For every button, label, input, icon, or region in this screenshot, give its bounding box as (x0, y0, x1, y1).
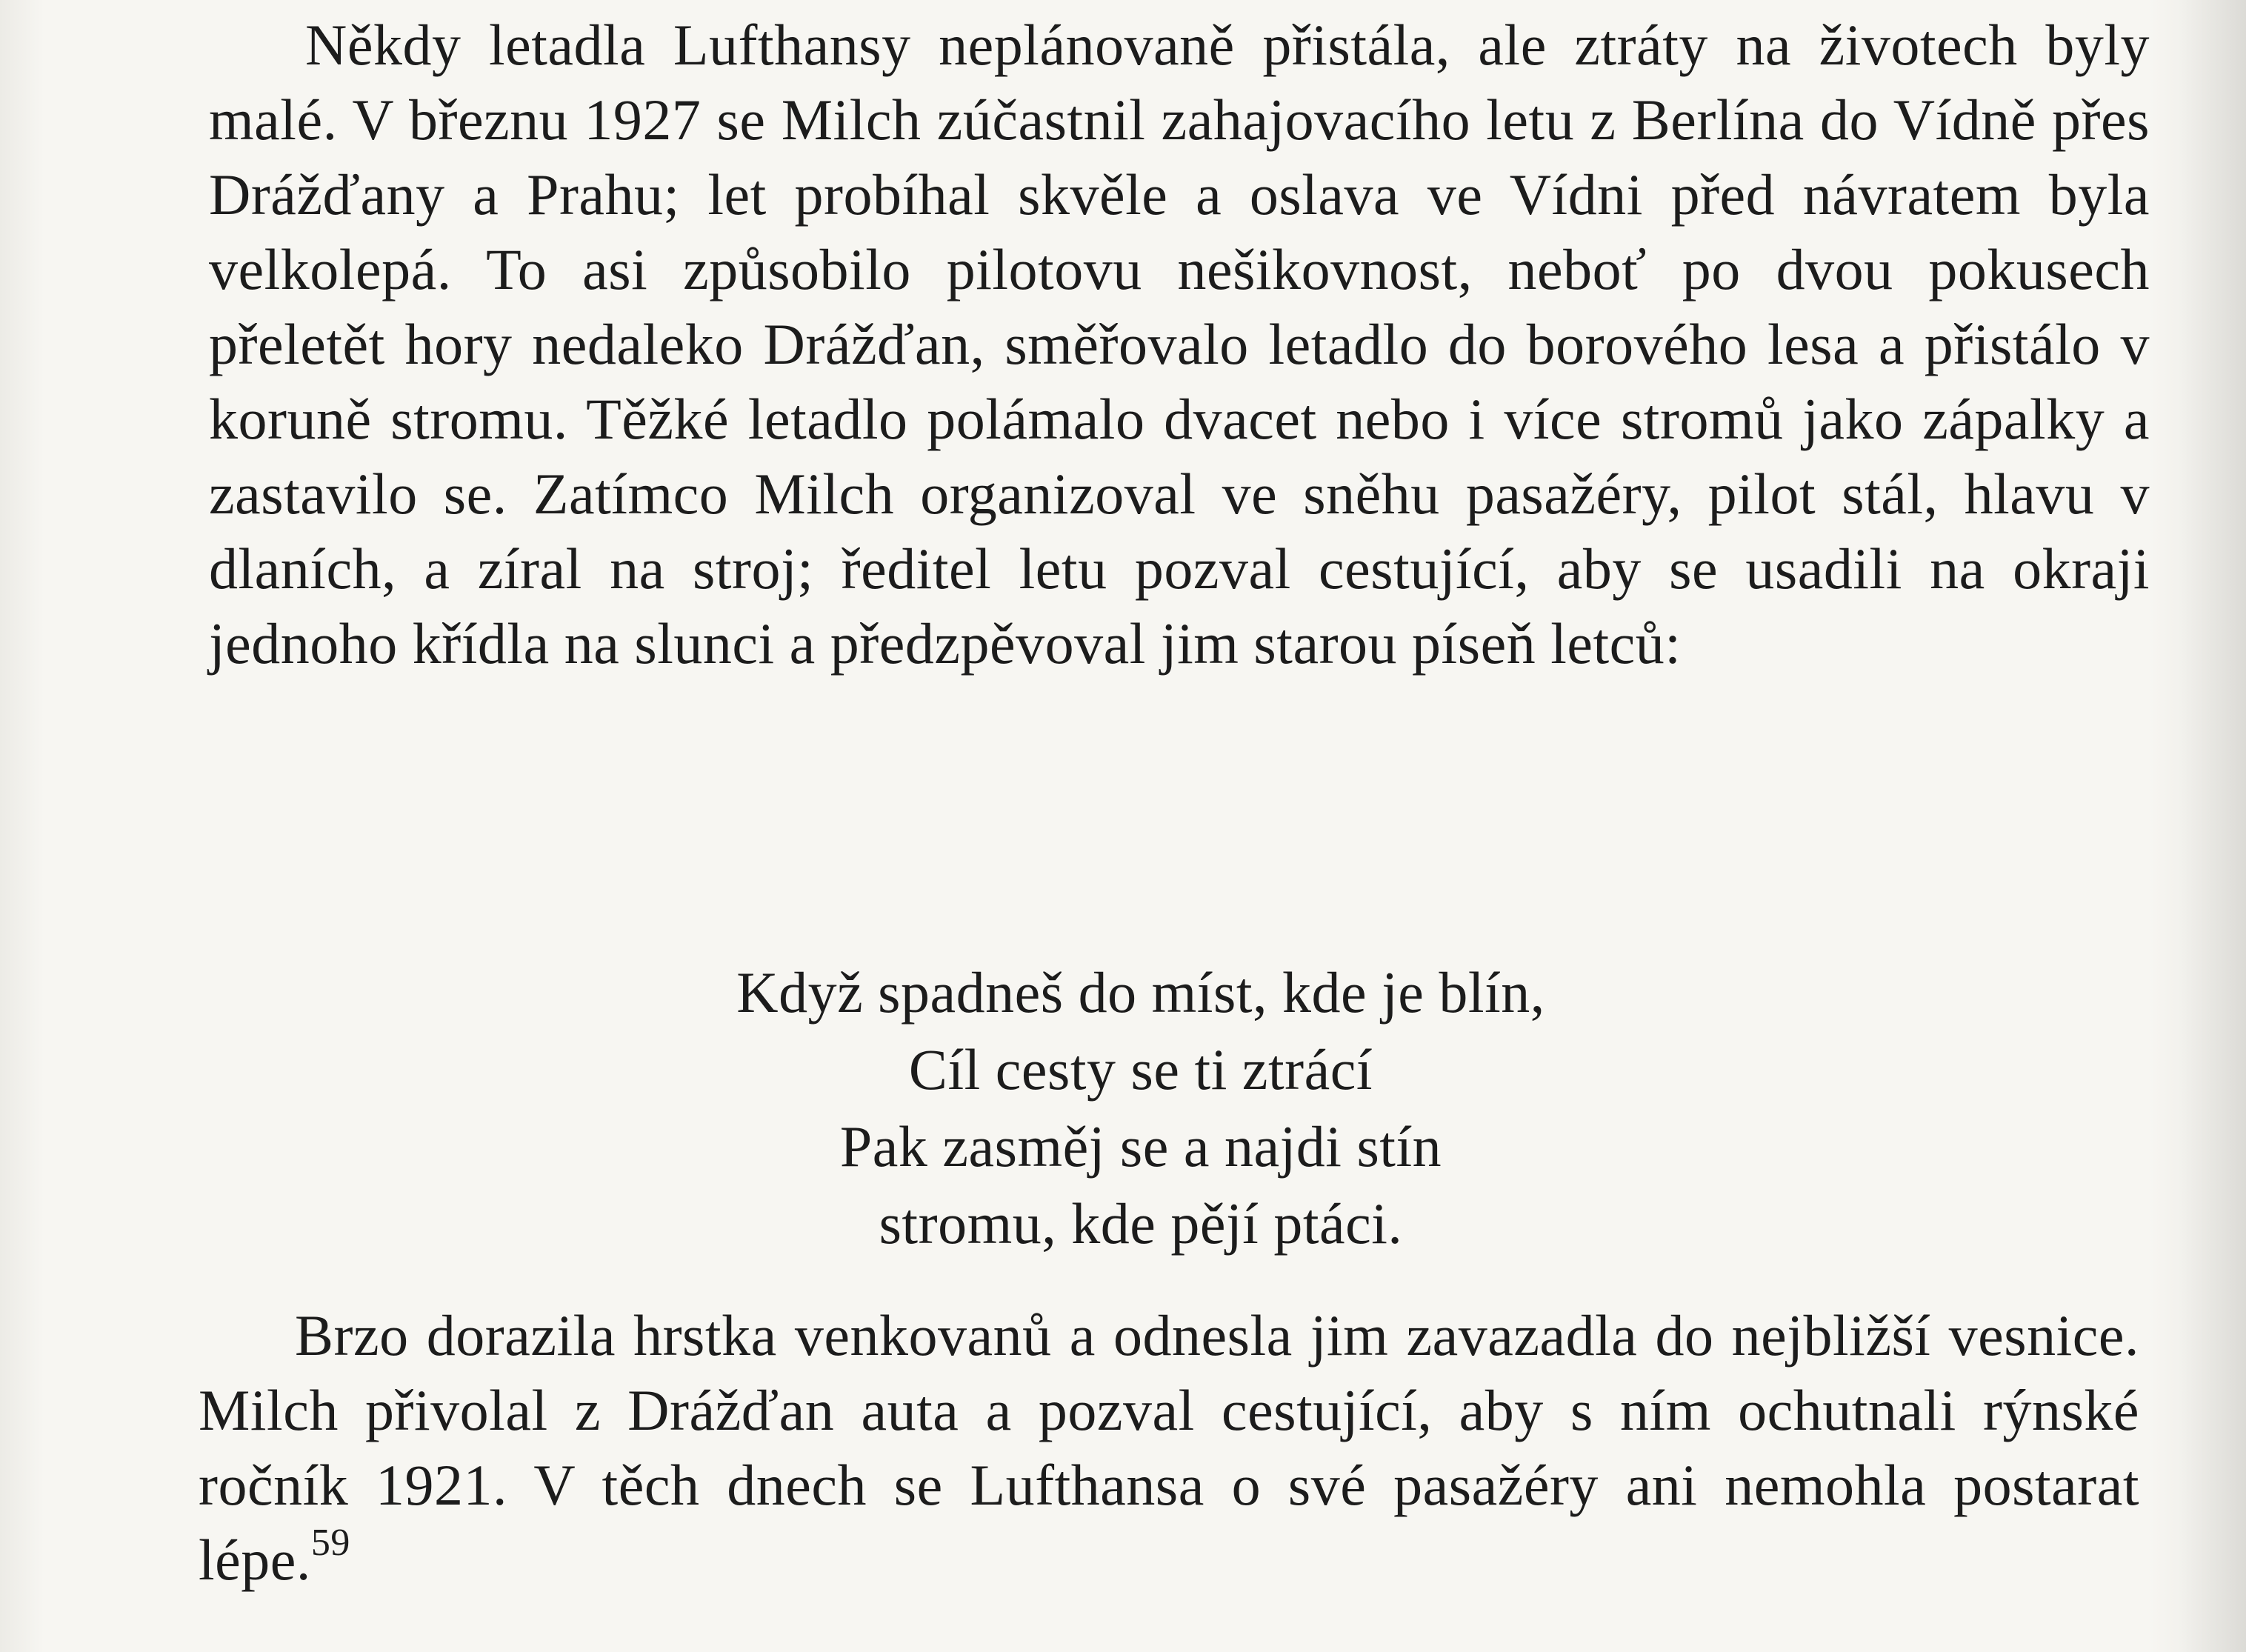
page-edge-shadow (2179, 0, 2246, 1652)
paragraph-2-text: Brzo dorazila hrstka venkovanů a odnesla jim zavazadla do nejbližší vesnice. Milch přivolal z Drážďan auta a pozval cestující, aby s ním ochutnali rýnské ročník 1921. V těch dnech se Lufthansa o své pasažéry ani nemohla postarat lépe. (199, 1303, 2139, 1592)
poem-line-2: Cíl cesty se ti ztrácí (908, 1037, 1373, 1102)
paragraph-1: Někdy letadla Lufthansy neplánovaně přistála, ale ztráty na životech byly malé. V březnu 1927 se Milch zúčastnil zahajovacího letu z Berlína do Vídně přes Drážďany a Prahu; let probíhal skvěle a oslava ve Vídni před návratem byla velkolepá. To asi způsobilo pilotovu nešikovnost, neboť po dvou pokusech přeletět hory nedaleko Drážďan, směřovalo letadlo do borového lesa a přistálo v koruně stromu. Těžké letadlo polámalo dvacet nebo i více stromů jako zápalky a zastavilo se. Zatímco Milch organizoval ve sněhu pasažéry, pilot stál, hlavu v dlaních, a zíral na stroj; ředitel letu pozval cestující, aby se usadili na okraji jednoho křídla na slunci a předzpěvoval jim starou píseň letců: (209, 13, 2150, 676)
poem-block (593, 954, 1689, 1262)
footnote-marker: 59 (310, 1522, 350, 1564)
paragraph-2-block (199, 1298, 2139, 1597)
poem-line-1: Když spadneš do míst, kde je blín, (736, 960, 1545, 1025)
paragraph-2 (199, 1298, 2139, 1597)
paragraph-1-block (209, 7, 2150, 681)
poem-line-4: stromu, kde pějí ptáci. (879, 1191, 1403, 1256)
poem-line-3: Pak zasměj se a najdi stín (839, 1114, 1442, 1179)
